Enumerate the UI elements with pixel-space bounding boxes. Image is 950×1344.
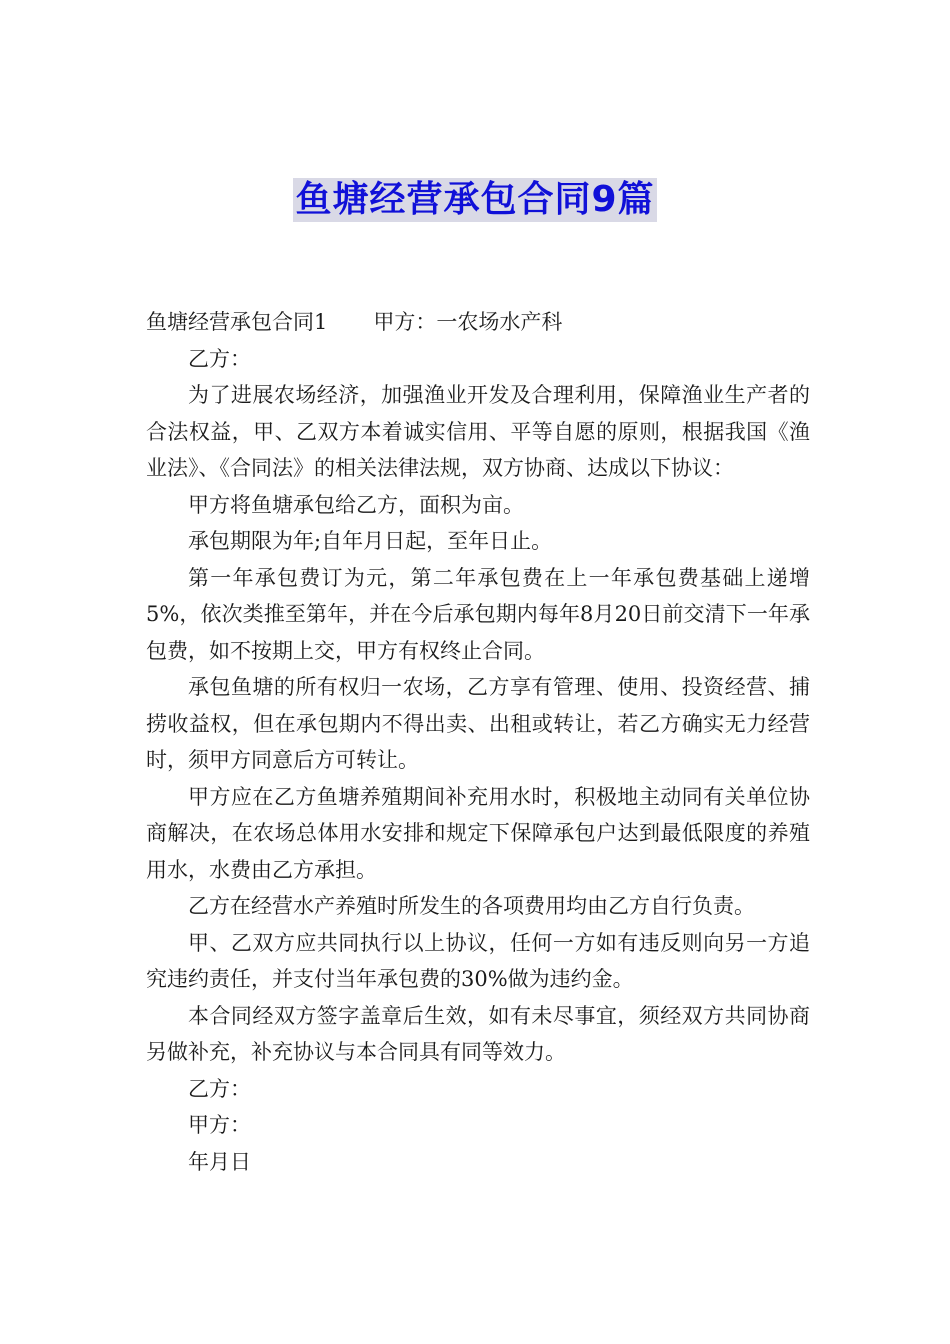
contract-heading: 鱼塘经营承包合同1: [146, 310, 328, 334]
title-container: [0, 178, 950, 222]
signature-party-a: 甲方：: [188, 1113, 251, 1137]
contract-heading-line: [146, 304, 810, 341]
paragraph-term: 承包期限为年;自年月日起，至年日止。: [188, 529, 553, 553]
paragraph-fee: 第一年承包费订为元，第二年承包费在上一年承包费基础上递增5%，依次类推至第年，并在今后承包期内每年8月20日前交清下一年承包费，如不按期上交，甲方有权终止合同。: [146, 565, 810, 663]
paragraph-expenses: 乙方在经营水产养殖时所发生的各项费用均由乙方自行负责。: [188, 894, 755, 918]
paragraph-water: 甲方应在乙方鱼塘养殖期间补充用水时，积极地主动同有关单位协商解决，在农场总体用水安排和规定下保障承包户达到最低限度的养殖用水，水费由乙方承担。: [146, 784, 810, 882]
party-b-label: 乙方：: [188, 346, 251, 371]
paragraph-ownership: 承包鱼塘的所有权归一农场，乙方享有管理、使用、投资经营、捕捞收益权，但在承包期内不得出卖、出租或转让，若乙方确实无力经营时，须甲方同意后方可转让。: [146, 675, 810, 772]
document-body: [146, 304, 810, 1180]
party-a-intro: 甲方：一农场水产科: [373, 310, 563, 334]
paragraph-breach: 甲、乙双方应共同执行以上协议，任何一方如有违反则向另一方追究违约责任，并支付当年承包费的30%做为违约金。: [146, 930, 810, 991]
paragraph-purpose: 为了进展农场经济，加强渔业开发及合理利用，保障渔业生产者的合法权益，甲、乙双方本着诚实信用、平等自愿的原则，根据我国《渔业法》、《合同法》的相关法律法规，双方协商、达成以下协议：: [146, 383, 810, 480]
signature-date: 年月日: [188, 1149, 251, 1174]
signature-party-b: 乙方：: [188, 1076, 251, 1101]
document-title: 鱼塘经营承包合同9篇: [295, 179, 655, 220]
paragraph-effect: 本合同经双方签字盖章后生效，如有未尽事宜，须经双方共同协商另做补充，补充协议与本合同具有同等效力。: [146, 1003, 810, 1064]
paragraph-area: 甲方将鱼塘承包给乙方，面积为亩。: [188, 492, 524, 517]
